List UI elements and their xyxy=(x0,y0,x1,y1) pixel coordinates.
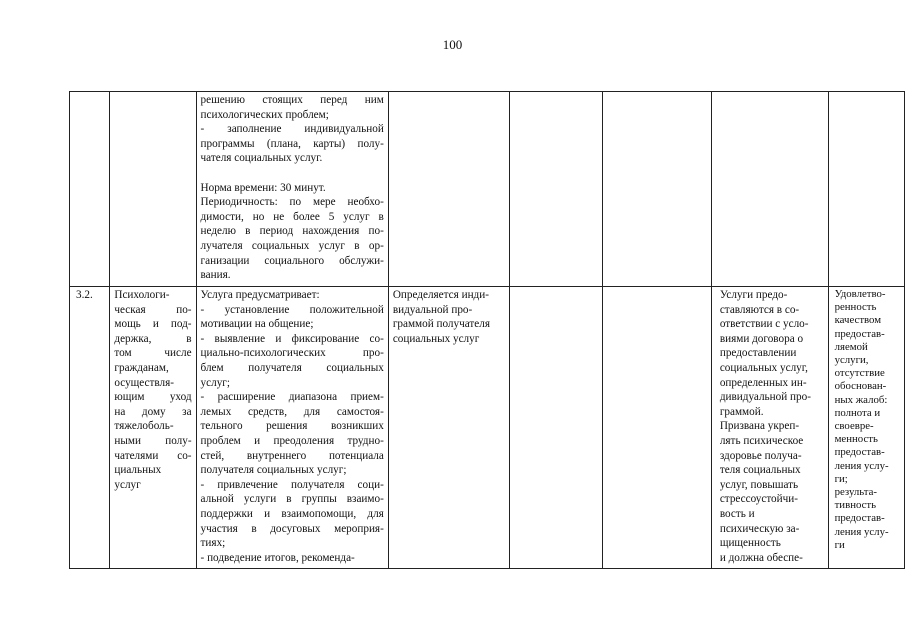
cell-cost xyxy=(388,287,509,569)
text-line: теля социальных xyxy=(719,464,801,477)
cell-col6-empty xyxy=(602,92,711,287)
text-line: услуги, xyxy=(834,354,869,367)
cost-text xyxy=(393,288,505,346)
text-line: ренность xyxy=(834,301,877,314)
text-line: блем получателя социальных xyxy=(200,361,384,374)
text-line: решению стоящих перед ним xyxy=(200,94,384,106)
text-line: Психологи- xyxy=(114,289,170,301)
text-line: видуальной про- xyxy=(392,303,473,316)
text-line: стей, внутреннего потенциала xyxy=(200,449,384,462)
text-line: предоставлении xyxy=(719,347,797,360)
text-line: Периодичность: по мере необхо- xyxy=(200,196,384,209)
cell-service-name xyxy=(110,287,196,569)
text-line: отсутствие xyxy=(834,367,885,380)
text-line: граммой получателя xyxy=(392,318,490,331)
text-line: тивность xyxy=(834,499,877,512)
text-line: тиях; xyxy=(200,537,226,550)
text-line: тельного решения возникших xyxy=(200,420,384,433)
description-text xyxy=(201,288,384,565)
text-line: циальных xyxy=(114,464,162,477)
text-line: стрессоустойчи- xyxy=(719,493,798,506)
text-line: предостав- xyxy=(834,446,885,459)
table-row-3-2 xyxy=(70,287,905,569)
text-line: вость и xyxy=(719,507,755,520)
cell-row-number: 3.2. xyxy=(70,287,110,569)
blank-line xyxy=(201,166,384,181)
text-line: Услуги предо- xyxy=(719,289,788,301)
text-line: лучателя социальных услуг в ор- xyxy=(200,239,384,252)
text-line: программы (плана, карты) полу- xyxy=(200,137,384,150)
text-line: ставляются в со- xyxy=(719,303,800,316)
text-line: ными полу- xyxy=(114,434,192,447)
text-line: Удовлетво- xyxy=(834,288,886,300)
text-line: виями договора о xyxy=(719,332,804,345)
text-line: осуществля- xyxy=(114,376,174,389)
text-line: мощь и под- xyxy=(114,318,192,331)
social-services-table xyxy=(69,91,905,569)
service-name-text xyxy=(114,288,191,492)
text-line: граммой. xyxy=(719,405,764,418)
cell-conditions xyxy=(711,287,828,569)
text-line: предостав- xyxy=(834,327,885,340)
text-line: чателя социальных услуг. xyxy=(200,152,323,165)
text-line: чателями со- xyxy=(114,449,192,462)
text-line: альной услуги в группы взаимо- xyxy=(200,493,384,506)
text-line: качеством xyxy=(834,314,882,327)
text-line: ческая по- xyxy=(114,303,192,316)
description-text xyxy=(201,93,384,283)
cell-col5 xyxy=(509,287,602,569)
cell-number-empty xyxy=(70,92,110,287)
text-line: обоснован- xyxy=(834,380,887,393)
conditions-text xyxy=(720,288,824,565)
text-line: услуг, повышать xyxy=(719,478,799,491)
text-line: - привлечение получателя соци- xyxy=(200,478,384,491)
text-line: мотивации на общение; xyxy=(200,318,314,331)
text-line: результа- xyxy=(834,486,878,499)
text-line: ганизации социального обслужи- xyxy=(200,254,384,267)
text-line: психическую за- xyxy=(719,522,800,535)
text-line: лемых средств, для самостоя- xyxy=(200,405,384,418)
text-line: участия в досуговых мероприя- xyxy=(200,522,384,535)
text-line: предостав- xyxy=(834,512,885,525)
text-line: определенных ин- xyxy=(719,376,807,389)
text-line: - установление положительной xyxy=(200,303,384,316)
text-line: циально-психологических про- xyxy=(200,347,384,360)
text-line: проблем и преодоления трудно- xyxy=(200,434,384,447)
text-line: ляемой xyxy=(834,340,868,353)
text-line: ления услу- xyxy=(834,459,889,472)
text-line: том числе xyxy=(114,347,192,360)
text-line: ных жалоб: xyxy=(834,393,888,406)
text-line: щищенность xyxy=(719,537,781,550)
text-line: ги xyxy=(834,538,845,551)
text-line: здоровье получа- xyxy=(719,449,802,462)
cell-col5-empty xyxy=(509,92,602,287)
cell-cost-empty xyxy=(388,92,509,287)
text-line: вания. xyxy=(200,269,231,282)
text-line: и должна обеспе- xyxy=(719,551,803,564)
text-line: держка, в xyxy=(114,332,192,345)
cell-service-name-empty xyxy=(110,92,196,287)
text-line: ющим уход xyxy=(114,391,192,404)
text-line: Призвана укреп- xyxy=(719,420,800,433)
text-line: получателя социальных услуг; xyxy=(200,464,347,477)
text-line: психологических проблем; xyxy=(200,108,329,121)
table-row-continuation xyxy=(70,92,905,287)
text-line: менность xyxy=(834,433,878,446)
cell-service-description xyxy=(196,92,388,287)
text-line: димости, но не более 5 услуг в xyxy=(200,210,384,223)
text-line: ги; xyxy=(834,472,848,485)
text-line: тяжелоболь- xyxy=(114,420,174,433)
text-line: Определяется инди- xyxy=(392,289,489,301)
text-line: ления услу- xyxy=(834,525,889,538)
text-line: своевре- xyxy=(834,420,874,433)
text-line: - подведение итогов, рекоменда- xyxy=(200,551,355,564)
text-line: услуг xyxy=(114,478,141,491)
text-line: на дому за xyxy=(114,405,192,418)
page-number: 100 xyxy=(442,37,463,52)
cell-quality-empty xyxy=(828,92,904,287)
cell-col6-empty xyxy=(602,287,711,569)
text-line: неделю в период нахождения по- xyxy=(200,225,384,238)
text-line: ответствии с усло- xyxy=(719,318,809,331)
text-line: - расширение диапазона прием- xyxy=(200,391,384,404)
text-line: - заполнение индивидуальной xyxy=(200,123,384,136)
cell-quality-indicators xyxy=(828,287,904,569)
text-line: Норма времени: 30 минут. xyxy=(200,181,326,194)
text-line: социальных услуг, xyxy=(719,361,808,374)
cell-service-description xyxy=(196,287,388,569)
text-line: - выявление и фиксирование со- xyxy=(200,332,384,345)
text-line: поддержки и взаимопомощи, для xyxy=(200,507,384,520)
text-line: дивидуальной про- xyxy=(719,391,811,404)
text-line: социальных услуг xyxy=(392,332,480,345)
quality-text xyxy=(835,288,900,552)
text-line: услуг; xyxy=(200,376,230,389)
text-line: Услуга предусматривает: xyxy=(200,289,320,301)
text-line: лять психическое xyxy=(719,434,804,447)
text-line: гражданам, xyxy=(114,361,169,374)
cell-conditions-empty xyxy=(711,92,828,287)
text-line: полнота и xyxy=(834,406,881,419)
